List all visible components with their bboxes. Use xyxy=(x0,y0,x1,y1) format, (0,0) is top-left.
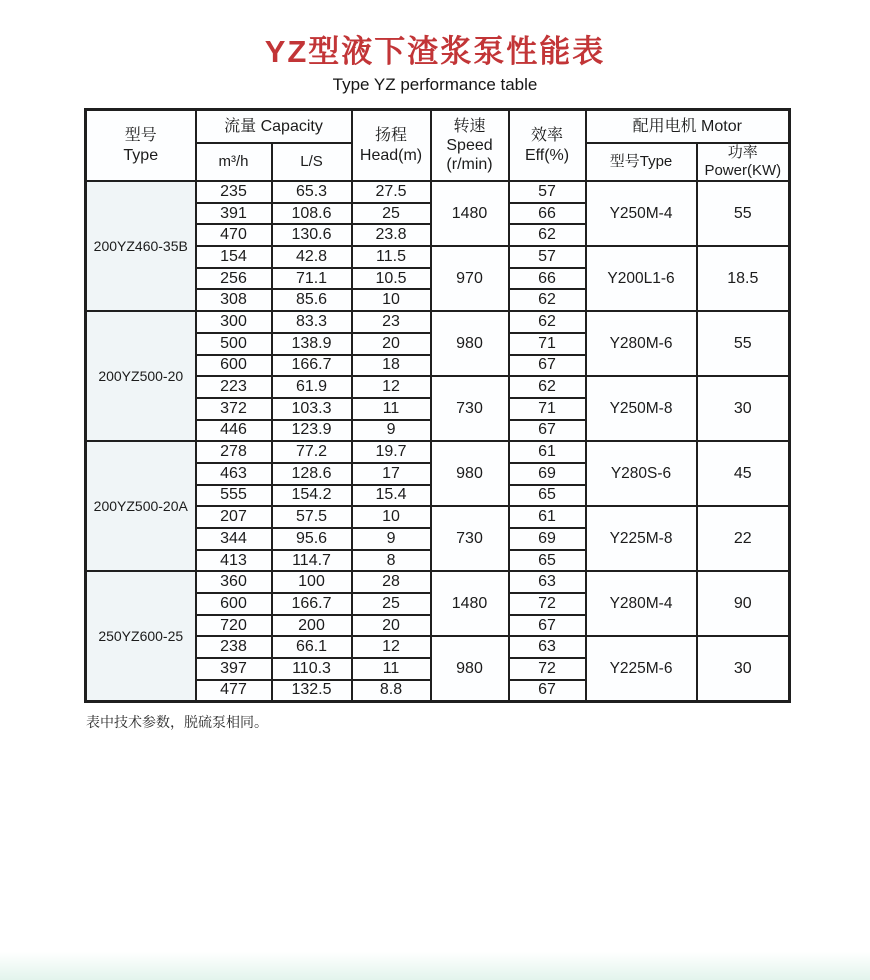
page-title: YZ型液下渣浆泵性能表 xyxy=(264,34,606,69)
cell-head: 28 xyxy=(352,571,431,593)
cell-head: 27.5 xyxy=(352,181,431,203)
cell-capacity-ls: 132.5 xyxy=(272,680,352,702)
header-capacity-ls: L/S xyxy=(272,143,352,181)
cell-motor-type: Y280S-6 xyxy=(586,441,697,506)
cell-head: 18 xyxy=(352,355,431,377)
cell-head: 9 xyxy=(352,420,431,442)
header-capacity-m3h: m³/h xyxy=(196,143,272,181)
cell-eff: 65 xyxy=(509,485,586,507)
cell-head: 20 xyxy=(352,615,431,637)
cell-motor-power: 90 xyxy=(697,571,790,636)
cell-head: 10.5 xyxy=(352,268,431,290)
cell-speed: 730 xyxy=(431,506,509,571)
header-motor-power: 功率Power(KW) xyxy=(697,143,790,181)
cell-motor-power: 45 xyxy=(697,441,790,506)
header-eff-zh: 效率 xyxy=(531,127,564,145)
cell-capacity-ls: 103.3 xyxy=(272,398,352,420)
cell-capacity-m3h: 238 xyxy=(196,636,272,658)
cell-speed: 1480 xyxy=(431,571,509,636)
header-type-en: Type xyxy=(123,146,159,164)
cell-eff: 66 xyxy=(509,203,586,225)
footnote: 表中技术参数，脱硫泵相同。 xyxy=(86,714,268,730)
cell-capacity-ls: 128.6 xyxy=(272,463,352,485)
cell-capacity-m3h: 397 xyxy=(196,658,272,680)
cell-motor-type: Y225M-8 xyxy=(586,506,697,571)
cell-head: 23.8 xyxy=(352,224,431,246)
cell-eff: 69 xyxy=(509,528,586,550)
cell-capacity-m3h: 344 xyxy=(196,528,272,550)
cell-capacity-m3h: 720 xyxy=(196,615,272,637)
cell-eff: 72 xyxy=(509,658,586,680)
cell-capacity-ls: 154.2 xyxy=(272,485,352,507)
table-row xyxy=(86,181,790,203)
table-row xyxy=(86,441,790,463)
cell-speed: 980 xyxy=(431,311,509,376)
cell-capacity-m3h: 470 xyxy=(196,224,272,246)
cell-capacity-ls: 61.9 xyxy=(272,376,352,398)
cell-eff: 67 xyxy=(509,615,586,637)
table-row xyxy=(86,311,790,333)
cell-eff: 61 xyxy=(509,506,586,528)
cell-speed: 980 xyxy=(431,441,509,506)
cell-head: 11.5 xyxy=(352,246,431,268)
cell-capacity-m3h: 600 xyxy=(196,355,272,377)
cell-capacity-ls: 57.5 xyxy=(272,506,352,528)
cell-motor-type: Y280M-4 xyxy=(586,571,697,636)
cell-capacity-ls: 200 xyxy=(272,615,352,637)
performance-table xyxy=(84,108,791,703)
cell-capacity-ls: 138.9 xyxy=(272,333,352,355)
cell-capacity-m3h: 278 xyxy=(196,441,272,463)
page-subtitle: Type YZ performance table xyxy=(332,75,538,94)
cell-capacity-m3h: 207 xyxy=(196,506,272,528)
cell-capacity-ls: 108.6 xyxy=(272,203,352,225)
cell-capacity-ls: 110.3 xyxy=(272,658,352,680)
header-head-zh: 扬程 xyxy=(375,127,408,145)
bottom-gradient-band xyxy=(0,952,870,980)
cell-head: 15.4 xyxy=(352,485,431,507)
cell-head: 11 xyxy=(352,658,431,680)
cell-eff: 62 xyxy=(509,311,586,333)
cell-eff: 57 xyxy=(509,246,586,268)
cell-capacity-m3h: 391 xyxy=(196,203,272,225)
cell-capacity-m3h: 308 xyxy=(196,289,272,311)
cell-eff: 69 xyxy=(509,463,586,485)
cell-capacity-m3h: 413 xyxy=(196,550,272,572)
cell-capacity-m3h: 154 xyxy=(196,246,272,268)
header-eff xyxy=(509,110,586,182)
cell-speed: 730 xyxy=(431,376,509,441)
cell-capacity-ls: 65.3 xyxy=(272,181,352,203)
cell-motor-type: Y225M-6 xyxy=(586,636,697,701)
header-head xyxy=(352,110,431,182)
cell-head: 11 xyxy=(352,398,431,420)
cell-capacity-ls: 95.6 xyxy=(272,528,352,550)
cell-head: 12 xyxy=(352,376,431,398)
cell-speed: 980 xyxy=(431,636,509,701)
cell-capacity-ls: 130.6 xyxy=(272,224,352,246)
header-head-en: Head(m) xyxy=(359,146,423,164)
cell-capacity-m3h: 600 xyxy=(196,593,272,615)
cell-capacity-m3h: 372 xyxy=(196,398,272,420)
cell-capacity-m3h: 300 xyxy=(196,311,272,333)
cell-capacity-ls: 66.1 xyxy=(272,636,352,658)
cell-head: 12 xyxy=(352,636,431,658)
cell-motor-power: 55 xyxy=(697,181,790,246)
cell-head: 19.7 xyxy=(352,441,431,463)
header-capacity-group: 流量 Capacity xyxy=(196,110,352,144)
cell-capacity-m3h: 360 xyxy=(196,571,272,593)
cell-capacity-ls: 85.6 xyxy=(272,289,352,311)
cell-capacity-ls: 100 xyxy=(272,571,352,593)
cell-model: 200YZ500-20A xyxy=(86,441,196,571)
cell-motor-type: Y200L1-6 xyxy=(586,246,697,311)
cell-motor-power: 18.5 xyxy=(697,246,790,311)
cell-eff: 67 xyxy=(509,680,586,702)
cell-motor-type: Y280M-6 xyxy=(586,311,697,376)
cell-eff: 62 xyxy=(509,224,586,246)
cell-speed: 1480 xyxy=(431,181,509,246)
cell-capacity-m3h: 256 xyxy=(196,268,272,290)
cell-head: 9 xyxy=(352,528,431,550)
cell-model: 250YZ600-25 xyxy=(86,571,196,701)
header-speed xyxy=(431,110,509,182)
cell-eff: 66 xyxy=(509,268,586,290)
cell-head: 8 xyxy=(352,550,431,572)
cell-capacity-ls: 83.3 xyxy=(272,311,352,333)
cell-capacity-m3h: 223 xyxy=(196,376,272,398)
cell-capacity-ls: 71.1 xyxy=(272,268,352,290)
header-speed-unit: (r/min) xyxy=(446,156,493,174)
cell-model: 200YZ500-20 xyxy=(86,311,196,441)
cell-head: 25 xyxy=(352,203,431,225)
cell-capacity-m3h: 555 xyxy=(196,485,272,507)
cell-capacity-ls: 77.2 xyxy=(272,441,352,463)
header-motor-group: 配用电机 Motor xyxy=(586,110,790,144)
cell-eff: 63 xyxy=(509,636,586,658)
cell-eff: 67 xyxy=(509,420,586,442)
cell-speed: 970 xyxy=(431,246,509,311)
cell-eff: 71 xyxy=(509,398,586,420)
cell-head: 20 xyxy=(352,333,431,355)
cell-head: 23 xyxy=(352,311,431,333)
cell-motor-power: 22 xyxy=(697,506,790,571)
header-speed-en: Speed xyxy=(446,136,493,154)
cell-motor-type: Y250M-8 xyxy=(586,376,697,441)
cell-capacity-ls: 42.8 xyxy=(272,246,352,268)
cell-model: 200YZ460-35B xyxy=(86,181,196,311)
cell-head: 25 xyxy=(352,593,431,615)
cell-head: 17 xyxy=(352,463,431,485)
cell-eff: 72 xyxy=(509,593,586,615)
cell-head: 10 xyxy=(352,289,431,311)
cell-capacity-m3h: 446 xyxy=(196,420,272,442)
cell-capacity-ls: 114.7 xyxy=(272,550,352,572)
header-eff-en: Eff(%) xyxy=(524,146,570,164)
cell-eff: 63 xyxy=(509,571,586,593)
cell-capacity-ls: 166.7 xyxy=(272,593,352,615)
cell-capacity-m3h: 500 xyxy=(196,333,272,355)
cell-motor-power: 30 xyxy=(697,376,790,441)
table-header xyxy=(86,110,790,182)
cell-motor-type: Y250M-4 xyxy=(586,181,697,246)
header-speed-zh: 转速 xyxy=(453,117,486,135)
cell-capacity-ls: 166.7 xyxy=(272,355,352,377)
cell-head: 8.8 xyxy=(352,680,431,702)
header-type-zh: 型号 xyxy=(124,127,157,145)
cell-eff: 61 xyxy=(509,441,586,463)
cell-eff: 71 xyxy=(509,333,586,355)
header-type xyxy=(86,110,196,182)
cell-motor-power: 30 xyxy=(697,636,790,701)
cell-eff: 62 xyxy=(509,376,586,398)
cell-head: 10 xyxy=(352,506,431,528)
cell-eff: 62 xyxy=(509,289,586,311)
cell-eff: 67 xyxy=(509,355,586,377)
cell-capacity-m3h: 477 xyxy=(196,680,272,702)
cell-capacity-ls: 123.9 xyxy=(272,420,352,442)
table-row xyxy=(86,571,790,593)
cell-motor-power: 55 xyxy=(697,311,790,376)
header-motor-type: 型号Type xyxy=(586,143,697,181)
cell-eff: 65 xyxy=(509,550,586,572)
cell-eff: 57 xyxy=(509,181,586,203)
performance-table-body xyxy=(86,181,790,702)
cell-capacity-m3h: 235 xyxy=(196,181,272,203)
cell-capacity-m3h: 463 xyxy=(196,463,272,485)
